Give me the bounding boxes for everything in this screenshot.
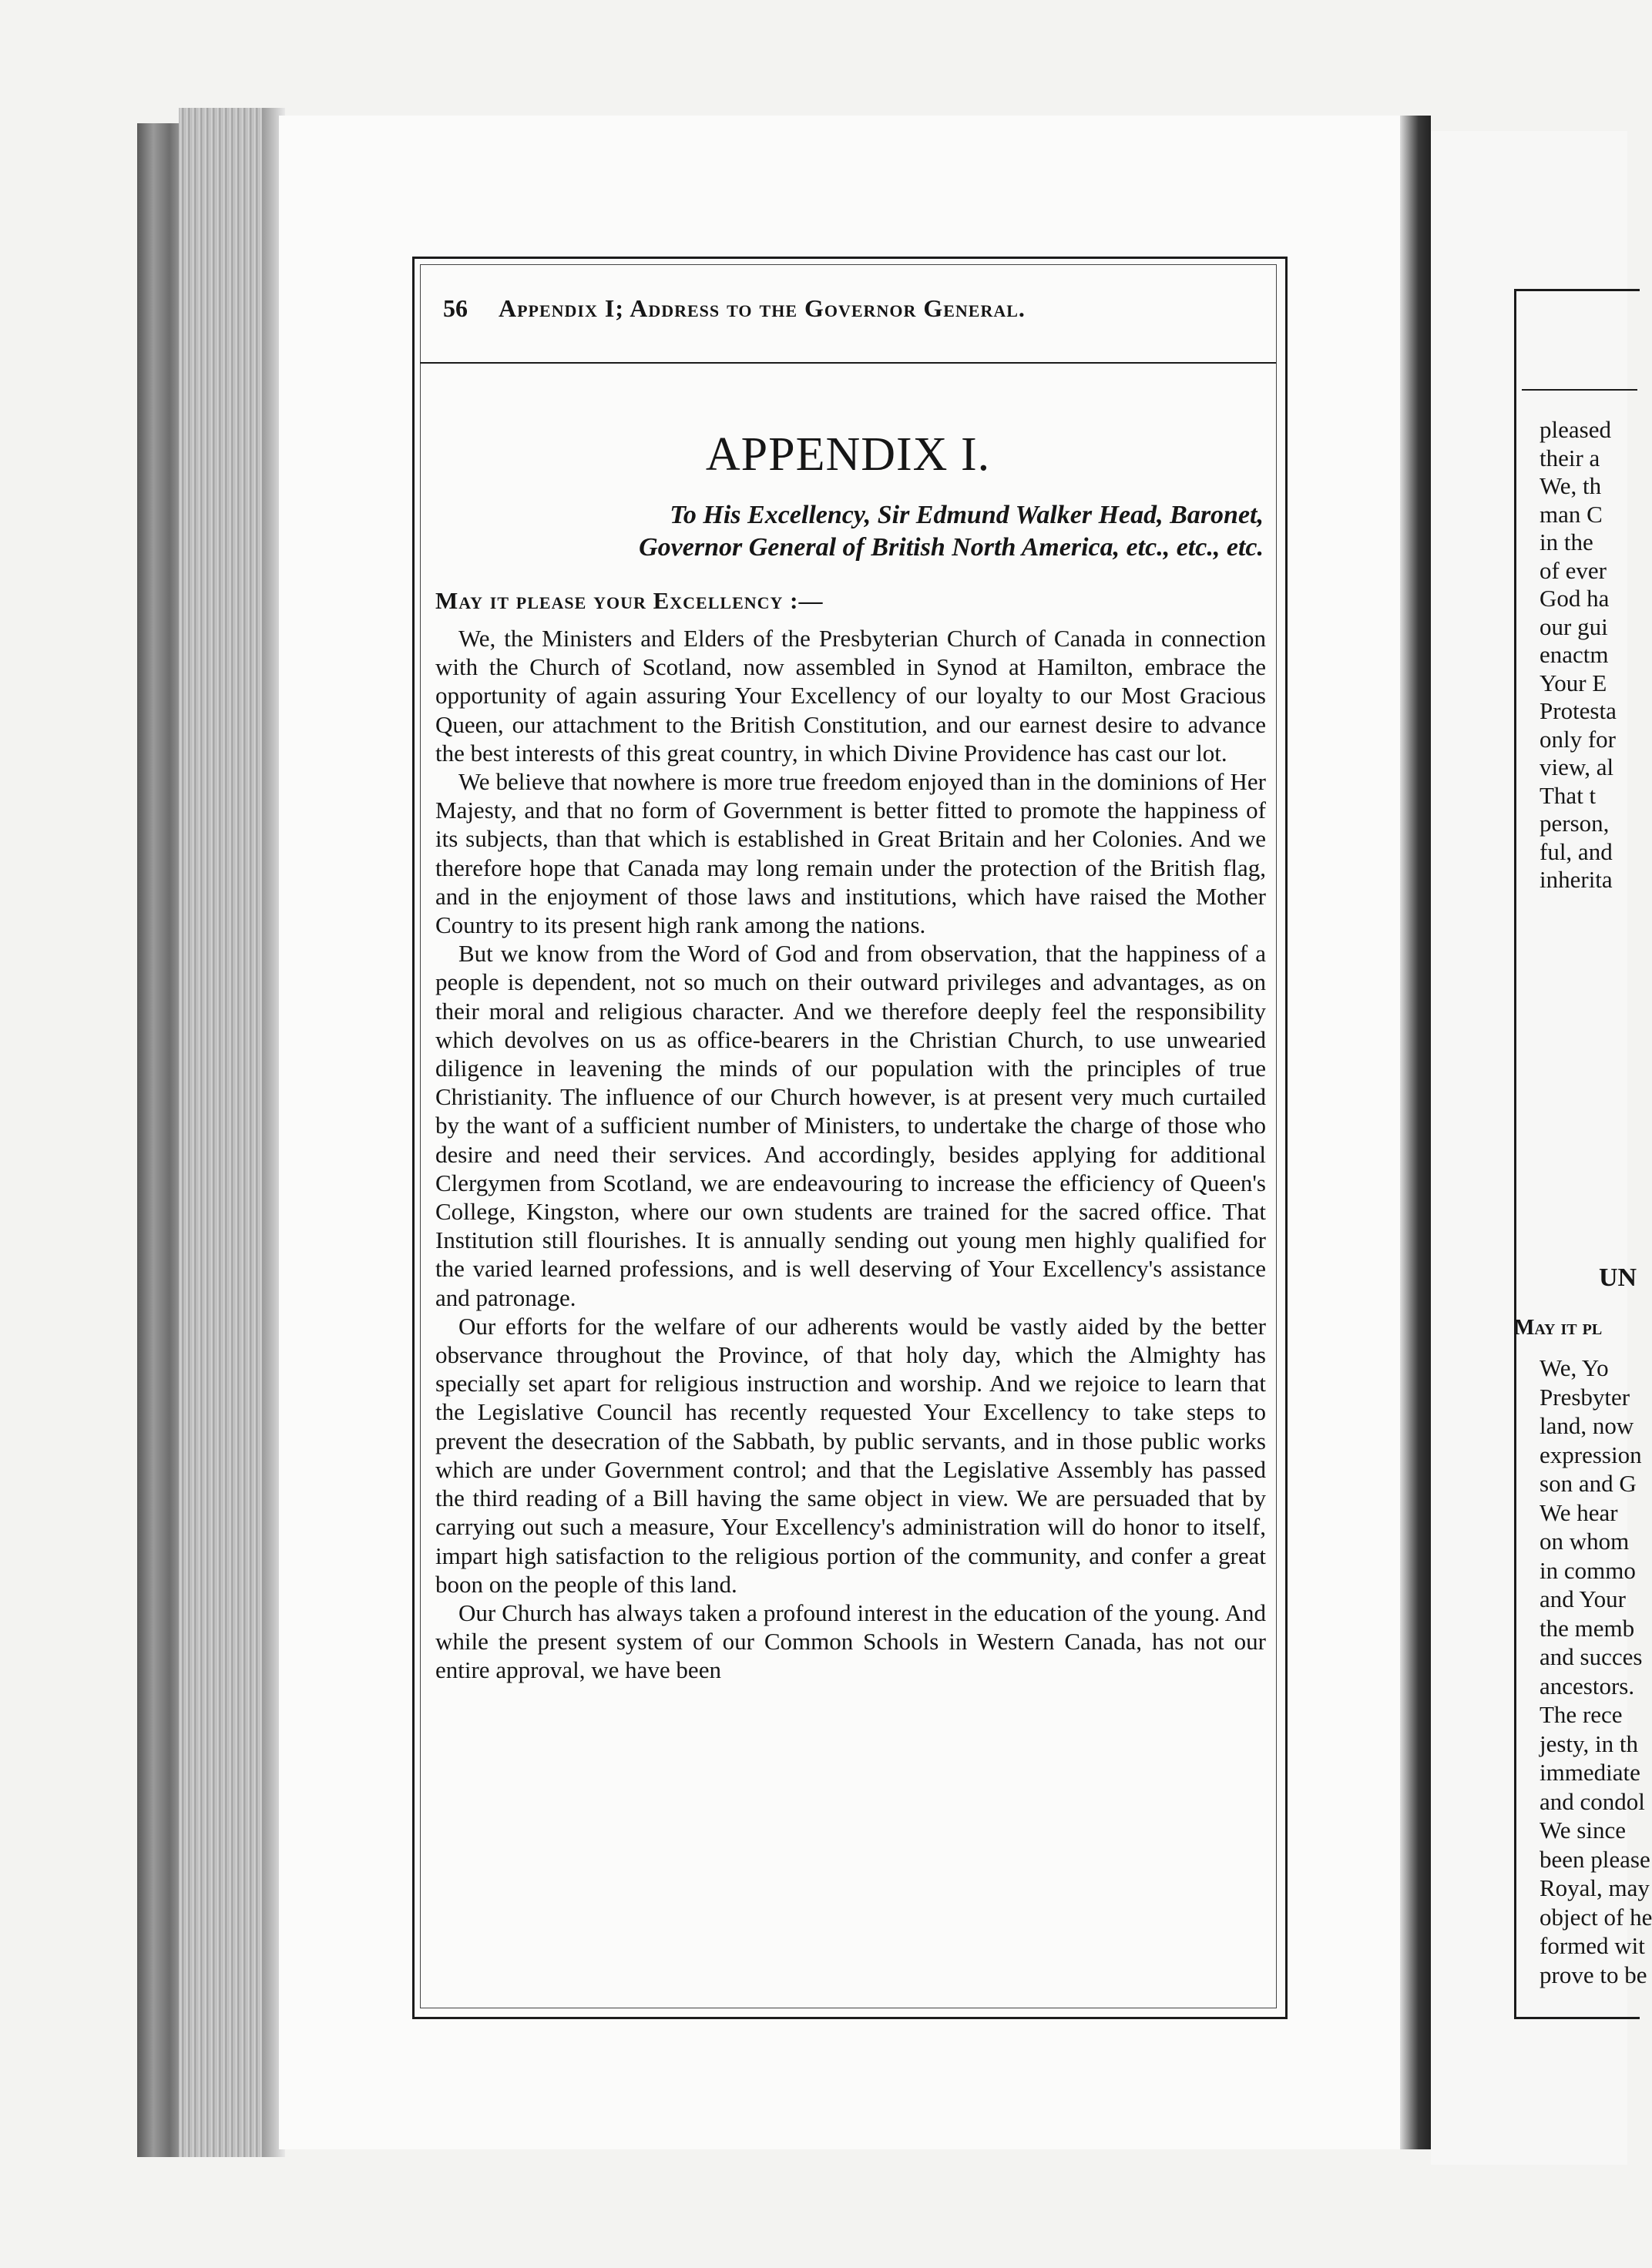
right-page-line: in the <box>1540 528 1593 555</box>
right-page-line: ful, and <box>1540 837 1613 865</box>
paragraph: Our Church has always taken a profound interest in the education of the young. And while the present system of our Common Schools in Western Canada, has not our entire approval, we have been <box>435 1599 1266 1684</box>
right-page-line: prove to be <box>1540 1961 1647 1988</box>
right-page-line: Presbyter <box>1540 1383 1630 1411</box>
right-page-line: on whom <box>1540 1528 1630 1555</box>
right-page-line: The rece <box>1540 1701 1623 1728</box>
right-page-salutation: May it pl <box>1514 1316 1603 1340</box>
right-page-line: immediate <box>1540 1759 1640 1786</box>
right-page-line: been please <box>1540 1845 1650 1873</box>
running-title: Appendix I; Address to the Governor General. <box>499 294 1026 322</box>
right-page-line: enactm <box>1540 641 1609 668</box>
right-page-line: We since <box>1540 1817 1626 1844</box>
right-page-line: God ha <box>1540 585 1610 612</box>
right-page-line: Protesta <box>1540 697 1617 724</box>
right-page-line: expression <box>1540 1441 1642 1468</box>
right-page-line: person, <box>1540 810 1610 837</box>
page-stack-edge <box>179 108 270 2157</box>
right-header-rule <box>1522 389 1637 391</box>
right-page-line: formed wit <box>1540 1932 1645 1959</box>
right-page-line: only for <box>1540 725 1617 753</box>
appendix-heading: APPENDIX I. <box>705 428 991 481</box>
right-page-line: Your E <box>1540 669 1607 696</box>
right-page-line: That t <box>1540 781 1597 809</box>
right-page-heading: UN <box>1599 1263 1637 1292</box>
book-gutter <box>1400 116 1431 2149</box>
right-page-line: man C <box>1540 500 1603 528</box>
paragraph: We believe that nowhere is more true freedom enjoyed than in the dominions of Her Majesty, and that no form of Government is better fitted to promote the happiness of its subjects, than that which is established in Great Britain and her Colonies. And we therefore hope that Canada may long remain under the protection of the British flag, and in the enjoyment of those laws and institutions, which have raised the Mother Country to its present high rank among the nations. <box>435 768 1266 939</box>
right-page-line: son and G <box>1540 1470 1637 1497</box>
right-page-line: We hear <box>1540 1498 1618 1526</box>
paragraph: We, the Ministers and Elders of the Presbyterian Church of Canada in connection with the Church of Scotland, now assembled in Synod at Hamilton, embrace the opportunity of again assuring Your Excellency of our loyalty to our Most Gracious Queen, our attachment to the British Constitution, and our earnest desire to advance the best interests of this great country, in which Divine Providence has cast our lot. <box>435 625 1266 767</box>
address-block <box>439 499 1264 564</box>
running-head <box>443 294 1260 323</box>
right-page-line: ancestors. <box>1540 1672 1635 1699</box>
body-text <box>435 624 1266 1685</box>
right-page-line: jesty, in th <box>1540 1730 1639 1757</box>
salutation: May it please your Excellency :— <box>435 587 824 614</box>
paragraph: Our efforts for the welfare of our adherents would be vastly aided by the better observance throughout the Province, of that holy day, which the Almighty has specially set apart for religious instruction and worship. And we rejoice to learn that the Legislative Council has recently requested Your Excellency to take steps to prevent the desecration of the Sabbath, by public servants, and in those public works which are under Government control; and that the Legislative Assembly has passed the third reading of a Bill having the same object in view. We are persuaded that by carrying out such a measure, Your Excellency's administration will do honor to itself, impart high satisfaction to the religious portion of the community, and confer a great boon on the people of this land. <box>435 1312 1266 1598</box>
right-page-line: their a <box>1540 444 1600 471</box>
right-page-line: We, Yo <box>1540 1354 1609 1381</box>
right-page-line: and condol <box>1540 1787 1645 1815</box>
address-line: Governor General of British North America, etc., etc., etc. <box>639 533 1264 562</box>
right-page-line: the memb <box>1540 1614 1635 1642</box>
right-page-line: and succes <box>1540 1643 1643 1670</box>
right-page-line: object of he <box>1540 1903 1652 1931</box>
header-rule <box>420 362 1276 364</box>
address-line: To His Excellency, Sir Edmund Walker Head, Baronet, <box>670 501 1264 529</box>
right-page-line: our gui <box>1540 612 1608 640</box>
right-page-line: inherita <box>1540 866 1613 893</box>
right-page-line: view, al <box>1540 753 1614 780</box>
right-page-line: in commo <box>1540 1556 1636 1584</box>
right-page-line: of ever <box>1540 556 1607 584</box>
right-page-line: and Your <box>1540 1585 1626 1612</box>
paragraph: But we know from the Word of God and from observation, that the happiness of a people is dependent, not so much on their outward privileges and advantages, as on their moral and religious character. And we therefore deeply feel the responsibility which devolves on us as office-bearers in the Christian Church, to use unwearied diligence in leavening the minds of our population with the principles of true Christianity. The influence of our Church however, is at present very much curtailed by the want of a sufficient number of Ministers, to undertake the charge of those who desire and need their services. And accordingly, besides applying for additional Clergymen from Scotland, we are endeavouring to increase the efficiency of Queen's College, Kingston, where our own students are trained for the sacred office. That Institution still flourishes. It is annually sending out young men highly qualified for the varied learned professions, and is well deserving of Your Excellency's assistance and patronage. <box>435 940 1266 1311</box>
right-page-line: land, now <box>1540 1412 1634 1439</box>
right-page-line: pleased <box>1540 416 1611 443</box>
page-number: 56 <box>443 294 468 322</box>
right-page-line: Royal, may <box>1540 1874 1650 1901</box>
right-page-line: We, th <box>1540 472 1602 499</box>
